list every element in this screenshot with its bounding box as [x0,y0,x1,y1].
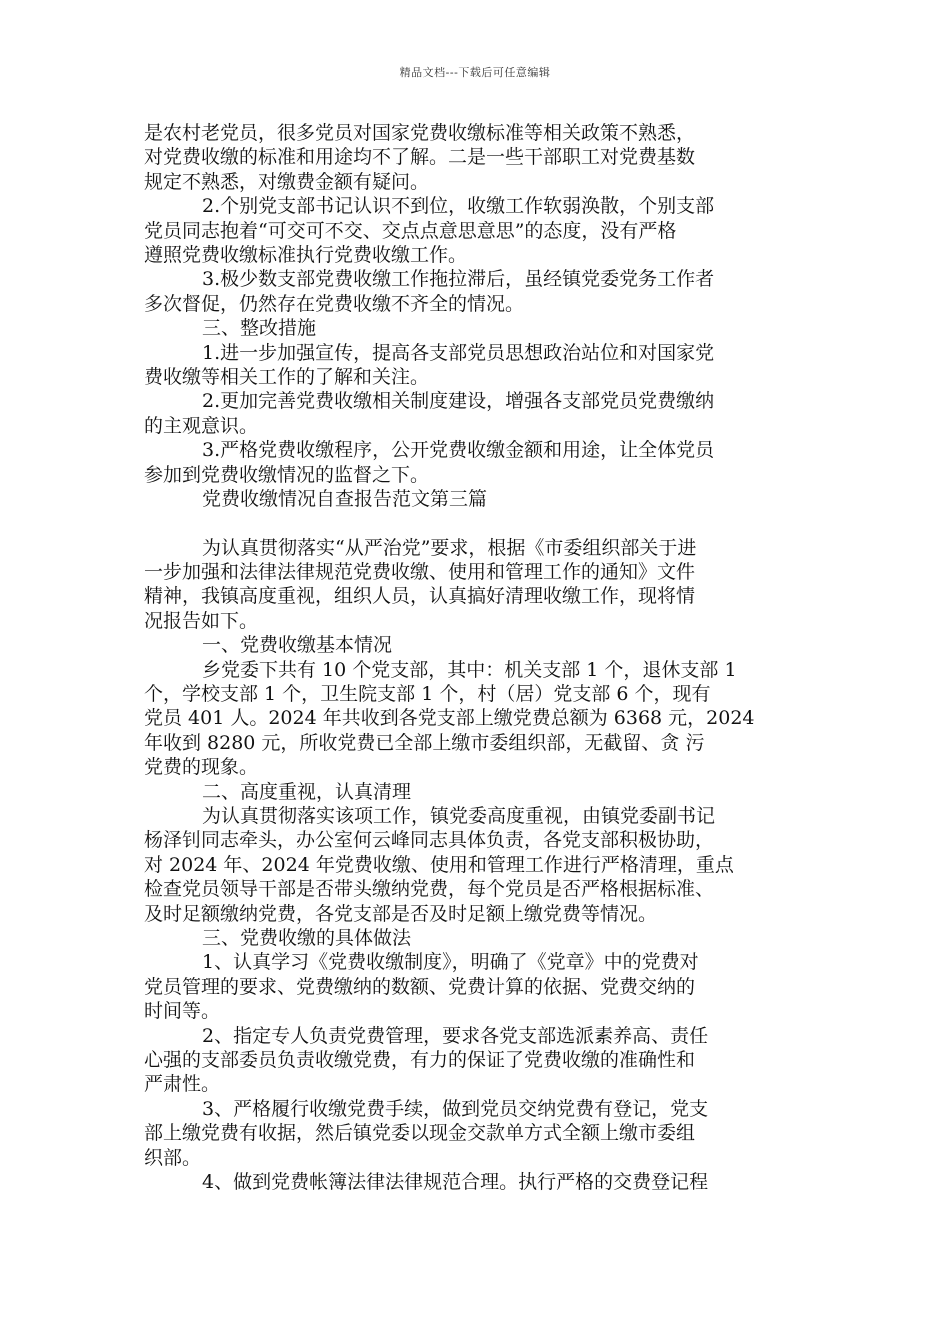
text-line: 费收缴等相关工作的了解和关注。 [144,366,430,389]
text-line: 遵照党费收缴标准执行党费收缴工作。 [144,244,468,267]
text-line: 1、认真学习《党费收缴制度》，明确了《党章》中的党费对 [202,951,699,974]
text-line: 为认真贯彻落实“从严治党”要求，根据《市委组织部关于进 [202,536,697,559]
text-line: 是农村老党员，很多党员对国家党费收缴标准等相关政策不熟悉， [144,122,696,144]
text-line: 及时足额缴纳党费，各党支部是否及时足额上缴党费等情况。 [144,902,658,925]
text-line: 为认真贯彻落实该项工作，镇党委高度重视，由镇党委副书记 [202,804,716,827]
text-line: 党费收缴情况自查报告范文第三篇 [202,488,488,511]
text-line: 规定不熟悉，对缴费金额有疑问。 [144,170,430,193]
text-line: 3.严格党费收缴程序，公开党费收缴金额和用途，让全体党员 [202,439,715,462]
text-line: 心强的支部委员负责收缴党费，有力的保证了党费收缴的准确性和 [144,1049,696,1072]
text-line: 3.极少数支部党费收缴工作拖拉滞后，虽经镇党委党务工作者 [202,268,715,291]
text-line: 一步加强和法律法律规范党费收缴、使用和管理工作的通知》文件 [144,560,696,583]
blank-line [144,512,810,536]
page-header: 精品文档---下载后可任意编辑 [399,66,551,79]
text-line: 个，学校支部 1 个，卫生院支部 1 个，村（居）党支部 6 个，现有 [144,682,711,705]
text-line: 织部。 [144,1146,202,1169]
text-line: 检查党员领导干部是否带头缴纳党费，每个党员是否严格根据标准、 [144,878,715,901]
text-line: 1.进一步加强宣传，提高各支部党员思想政治站位和对国家党 [202,341,715,364]
text-line: 况报告如下。 [144,609,259,632]
text-line: 三、党费收缴的具体做法 [202,927,412,949]
document-body [144,121,810,1194]
text-line: 对 2024 年、2024 年党费收缴、使用和管理工作进行严格清理，重点 [144,853,734,876]
text-line: 年收到 8280 元，所收党费已全部上缴市委组织部，无截留、贪 污 [144,731,705,754]
text-line: 党员 401 人。2024 年共收到各党支部上缴党费总额为 6368 元，2024 [144,707,755,730]
text-line: 严肃性。 [144,1073,221,1096]
text-line: 二、高度重视，认真清理 [202,780,412,803]
text-line: 一、党费收缴基本情况 [202,634,393,657]
text-line: 2.个别党支部书记认识不到位，收缴工作软弱涣散，个别支部 [202,195,715,218]
text-line: 三、整改措施 [202,317,317,340]
text-line: 乡党委下共有 10 个党支部，其中：机关支部 1 个，退休支部 1 [202,658,737,681]
text-line: 3、严格履行收缴党费手续，做到党员交纳党费有登记，党支 [202,1097,709,1120]
text-line: 党员同志抱着“可交可不交、交点点意思意思”的态度，没有严格 [144,219,677,242]
text-line: 的主观意识。 [144,414,259,437]
text-line: 2、指定专人负责党费管理，要求各党支部选派素养高、责任 [202,1024,709,1047]
text-line: 4、做到党费帐簿法律法律规范合理。执行严格的交费登记程 [202,1171,709,1194]
text-line: 2.更加完善党费收缴相关制度建设，增强各支部党员党费缴纳 [202,390,715,413]
text-line: 对党费收缴的标准和用途均不了解。二是一些干部职工对党费基数 [144,146,696,169]
text-line: 精神，我镇高度重视，组织人员，认真搞好清理收缴工作，现将情 [144,585,696,608]
text-line: 参加到党费收缴情况的监督之下。 [144,463,430,486]
text-line: 部上缴党费有收据，然后镇党委以现金交款单方式全额上缴市委组 [144,1122,696,1145]
text-line: 多次督促，仍然存在党费收缴不齐全的情况。 [144,292,525,315]
text-line: 党员管理的要求、党费缴纳的数额、党费计算的依据、党费交纳的 [144,975,696,998]
text-line: 党费的现象。 [144,756,259,779]
text-line: 时间等。 [144,1000,221,1023]
text-line: 杨泽钊同志牵头，办公室何云峰同志具体负责，各党支部积极协助， [144,829,715,852]
